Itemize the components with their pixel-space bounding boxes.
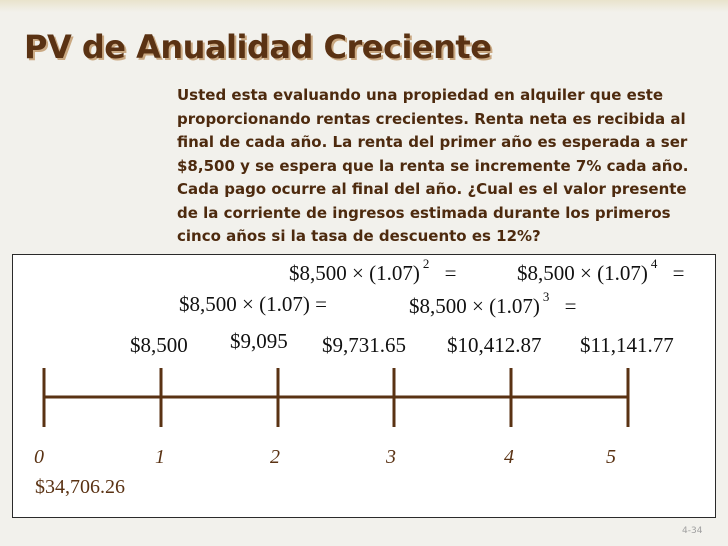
cash-flow-year-2: $9,095 <box>230 329 288 353</box>
equation-text: $8,500 × (1.07) <box>517 261 648 285</box>
period-label-2: 2 <box>270 446 280 468</box>
equation-text: $8,500 × (1.07) <box>289 261 420 285</box>
problem-line: final de cada año. La renta del primer año es esperada a ser <box>177 133 688 151</box>
cash-flow-year-5: $11,141.77 <box>580 333 674 357</box>
cash-flow-year-4: $10,412.87 <box>447 333 542 357</box>
cash-flow-year-3: $9,731.65 <box>322 333 406 357</box>
period-label-3: 3 <box>386 446 396 468</box>
problem-line: proporcionando rentas crecientes. Renta neta es recibida al <box>177 109 686 128</box>
slide-title: PV de Anualidad Creciente <box>24 28 492 66</box>
equation-exponent: 4 <box>650 256 658 271</box>
cash-flow-year-1: $8,500 <box>130 333 188 357</box>
page-number: 4-34 <box>682 526 703 536</box>
equation-equals: = <box>672 261 685 285</box>
present-value: $34,706.26 <box>35 476 125 498</box>
period-label-0: 0 <box>34 446 44 468</box>
problem-line: $8,500 y se espera que la renta se incremente 7% cada año. <box>177 156 689 175</box>
equation-equals: = <box>444 261 457 285</box>
equation-equals: = <box>564 294 577 318</box>
equation-exponent: 2 <box>422 256 430 271</box>
period-label-5: 5 <box>606 446 616 468</box>
problem-line: de la corriente de ingresos estimada durante los primeros <box>177 203 671 222</box>
problem-line: cinco años si la tasa de descuento es 12%? <box>177 227 541 245</box>
problem-line: Cada pago ocurre al final del año. ¿Cual es el valor presente <box>177 180 687 198</box>
problem-line: Usted esta evaluando una propiedad en alquiler que este <box>177 86 664 104</box>
equation-text: $8,500 × (1.07) <box>409 294 540 318</box>
equation-exponent: 3 <box>542 289 550 304</box>
period-label-1: 1 <box>155 446 165 468</box>
equation-text: $8,500 × (1.07) = <box>179 292 327 316</box>
period-label-4: 4 <box>504 446 514 468</box>
